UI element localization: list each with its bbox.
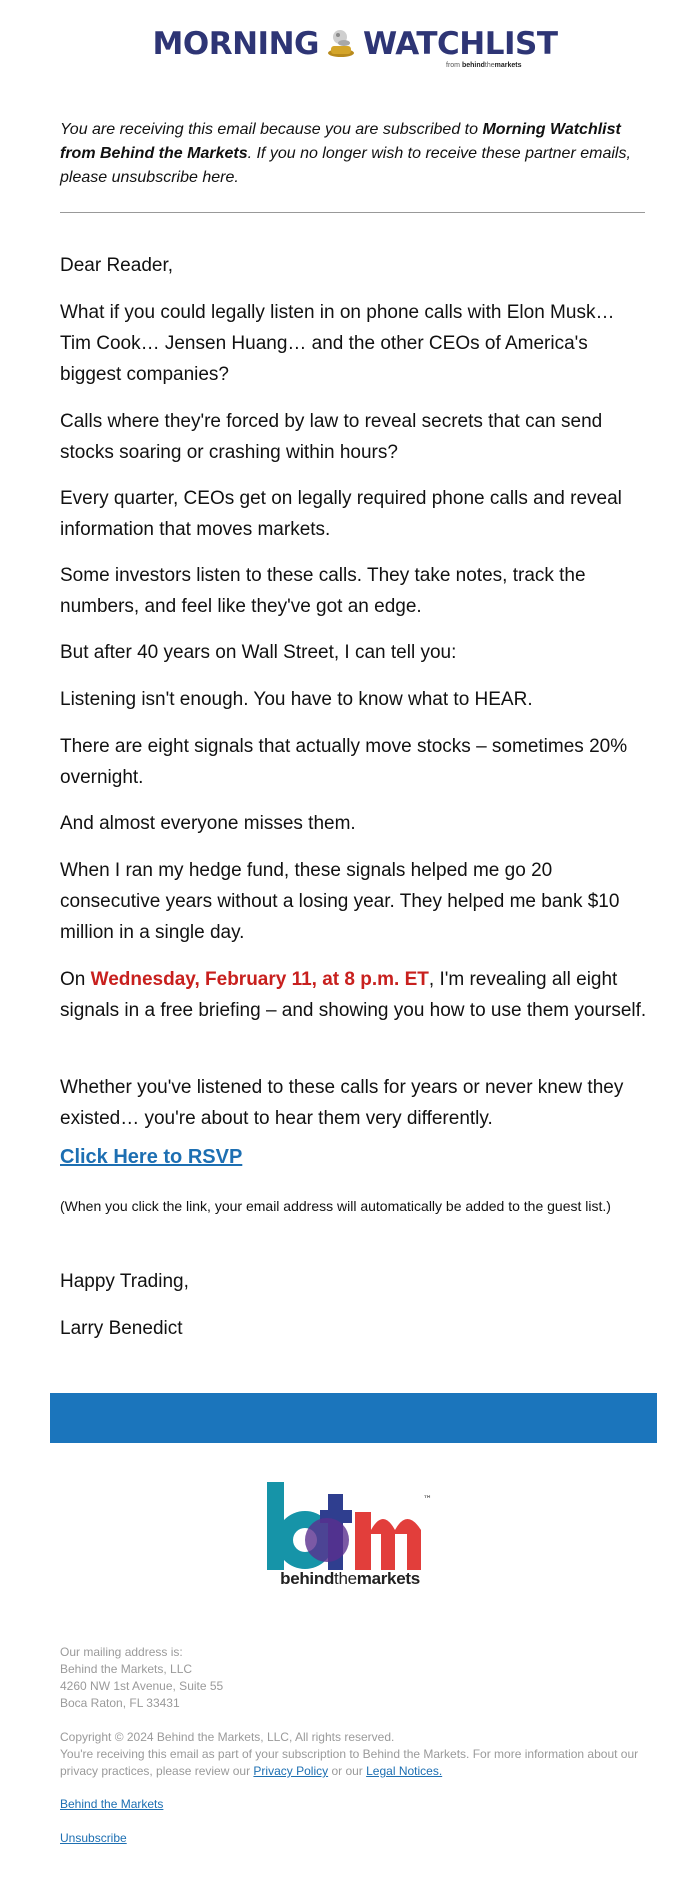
- logo-wordmark: [152, 24, 558, 64]
- notice-pre: You are receiving this email because you are subscribed to: [60, 121, 483, 138]
- disclaimer-mid: or our: [328, 1764, 367, 1778]
- paragraph-2: Calls where they're forced by law to reveal secrets that can send stocks soaring or crashing within hours?: [60, 411, 603, 463]
- mailing-city: Boca Raton, FL 33431: [60, 1696, 180, 1710]
- paragraph-7: There are eight signals that actually move stocks – sometimes 20% overnight.: [60, 736, 628, 788]
- unsubscribe-link[interactable]: Unsubscribe: [60, 1831, 127, 1845]
- trademark-symbol: ™: [423, 1495, 432, 1505]
- paragraph-3: Every quarter, CEOs get on legally required phone calls and reveal information that moves markets.: [60, 488, 622, 540]
- logo-from-prefix: from: [446, 62, 460, 69]
- signoff: Happy Trading,: [60, 1271, 189, 1292]
- site-link-row: [60, 1796, 650, 1813]
- btm-caption: [265, 1569, 435, 1589]
- notice-post[interactable]: . If you no longer wish to receive these partner emails, please unsubscribe here.: [60, 145, 631, 186]
- mailing-company: Behind the Markets, LLC: [60, 1662, 193, 1676]
- paragraph-10-pre: On: [60, 969, 91, 990]
- paragraph-10: [60, 964, 650, 1026]
- paragraph-6: Listening isn't enough. You have to know what to HEAR.: [60, 689, 533, 710]
- divider: [60, 212, 645, 213]
- paragraph-5: But after 40 years on Wall Street, I can tell you:: [60, 642, 457, 663]
- logo-word-watchlist: WATCHLIST: [362, 26, 558, 62]
- mailing-street: 4260 NW 1st Avenue, Suite 55: [60, 1679, 224, 1693]
- signature: Larry Benedict: [60, 1318, 183, 1339]
- paragraph-1: What if you could legally listen in on phone calls with Elon Musk… Tim Cook… Jensen Huang… and the other CEOs of America's biggest companies?: [60, 302, 615, 385]
- footer-band: [50, 1393, 657, 1443]
- btm-caption-c: markets: [356, 1569, 420, 1588]
- logo-from-line: [446, 62, 522, 69]
- disclaimer-text: [60, 1746, 650, 1780]
- unsubscribe-row: [60, 1830, 650, 1847]
- notice-brand: Morning Watchlist from Behind the Markets: [60, 121, 621, 162]
- greeting: Dear Reader,: [60, 255, 174, 276]
- mascot-icon: [323, 26, 359, 62]
- copyright-block: [60, 1729, 650, 1780]
- btm-caption-a: behind: [280, 1569, 335, 1588]
- paragraph-9: When I ran my hedge fund, these signals helped me go 20 consecutive years without a losing year. They helped me bank $10 million in a single day.: [60, 860, 620, 943]
- logo-from-brand-c: markets: [494, 62, 522, 69]
- logo-from-brand-a: behind: [461, 62, 485, 69]
- logo-word-morning: MORNING: [152, 26, 319, 62]
- mailing-label: Our mailing address is:: [60, 1645, 183, 1659]
- paragraph-8: And almost everyone misses them.: [60, 813, 356, 834]
- rsvp-note: (When you click the link, your email address will automatically be added to the guest list.): [60, 1198, 611, 1214]
- copyright-text: Copyright © 2024 Behind the Markets, LLC, All rights reserved.: [60, 1730, 395, 1744]
- paragraph-4: Some investors listen to these calls. They take notes, track the numbers, and feel like they've got an edge.: [60, 565, 586, 617]
- disclaimer-pre: You're receiving this email as part of your subscription to Behind the Markets. For more information about our privacy practices, please review our: [60, 1747, 639, 1778]
- legal-notices-link[interactable]: Legal Notices.: [366, 1764, 443, 1778]
- paragraph-11: Whether you've listened to these calls for years or never knew they existed… you're about to hear them very differently.: [60, 1077, 624, 1129]
- mailing-address: [60, 1644, 650, 1712]
- event-date-highlight: Wednesday, February 11, at 8 p.m. ET: [90, 969, 429, 990]
- privacy-policy-link[interactable]: Privacy Policy: [253, 1764, 329, 1778]
- rsvp-link[interactable]: Click Here to RSVP: [60, 1146, 243, 1168]
- morning-watchlist-logo[interactable]: [0, 24, 700, 74]
- paragraph-10-post: , I'm revealing all eight signals in a free briefing – and showing you how to use them yourself.: [60, 969, 647, 1021]
- btm-caption-b: the: [334, 1569, 357, 1588]
- logo-from-brand-b: the: [484, 62, 495, 69]
- behind-the-markets-link[interactable]: Behind the Markets: [60, 1797, 164, 1811]
- subscription-notice: [60, 118, 645, 190]
